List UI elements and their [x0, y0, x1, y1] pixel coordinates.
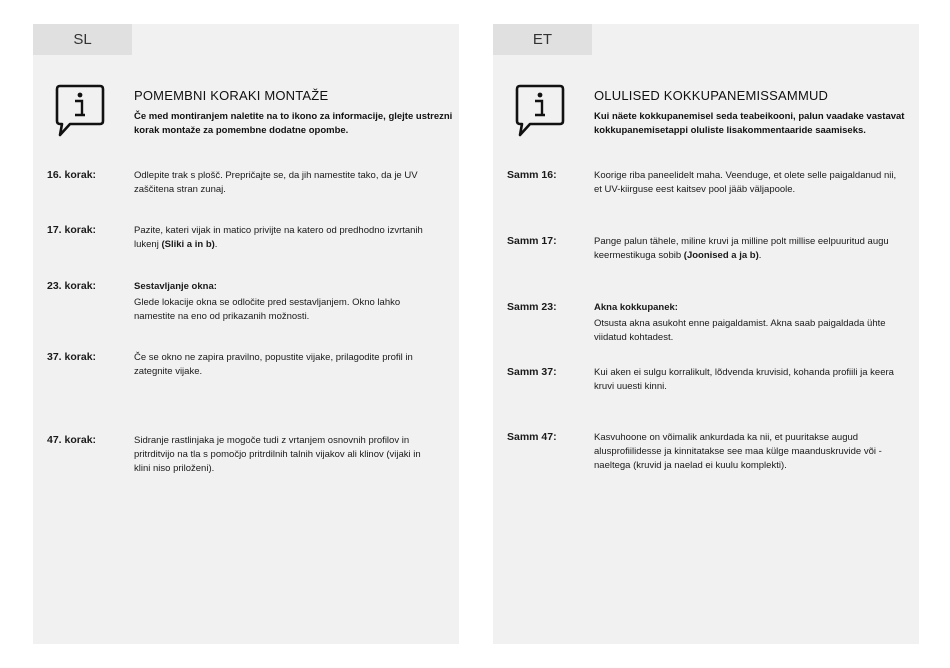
sl-page [33, 24, 459, 644]
step-text: Pange palun tähele, miline kruvi ja milline polt millise eelpuuritud augu keermestikuga sobib (Joonised a ja b). [594, 236, 889, 261]
step-label: 47. korak: [47, 434, 97, 446]
step-text: Kui aken ei sulgu korralikult, lõdvenda kruvisid, kohanda profiili ja keera kruvi uuesti kinni. [594, 367, 894, 392]
step-label: 23. korak: [47, 280, 97, 292]
info-speech-bubble-icon [54, 83, 106, 139]
step-label: Samm 17: [507, 235, 557, 247]
info-speech-bubble-icon [514, 83, 566, 139]
step-label: Samm 16: [507, 169, 557, 181]
step-label: 16. korak: [47, 169, 97, 181]
step-text: Kasvuhoone on võimalik ankurdada ka nii, et puuritakse augud alusprofiilidesse ja kinnitatakse see maa külge maanduskruvide või -naeltega (kruvid ja naelad ei kuulu komplekti). [594, 432, 882, 471]
step-label: 37. korak: [47, 351, 97, 363]
page-title: OLULISED KOKKUPANEMISSAMMUD [594, 88, 829, 103]
step-text: Če se okno ne zapira pravilno, popustite vijake, prilagodite profil in zategnite vijake. [134, 352, 413, 377]
language-tab-et: ET [493, 24, 592, 55]
step-label: Samm 47: [507, 431, 557, 443]
step-text: Odlepite trak s plošč. Prepričajte se, da jih namestite tako, da je UV zaščitena stran zunaj. [134, 170, 418, 195]
step-text: Pazite, kateri vijak in matico privijte na katero od predhodno izvrtanih lukenj (Sliki a in b). [134, 225, 423, 250]
language-tab-sl: SL [33, 24, 132, 55]
page-title: POMEMBNI KORAKI MONTAŽE [134, 88, 329, 103]
step-text: Akna kokkupanek: Otsusta akna asukoht enne paigaldamist. Akna saab paigaldada ühte viidatud kohtadest. [594, 301, 899, 345]
page-subtitle: Če med montiranjem naletite na to ikono za informacije, glejte ustrezni korak montaže za pomembne dodatne opombe. [134, 111, 453, 136]
step-label: Samm 23: [507, 301, 557, 313]
page-subtitle: Kui näete kokkupanemisel seda teabeikooni, palun vaadake vastavat kokkupanemisetappi oluliste lisakommentaaride saamiseks. [594, 111, 905, 136]
step-text: Sidranje rastlinjaka je mogoče tudi z vrtanjem osnovnih profilov in pritrditvijo na tla s pomočjo pritrdilnih talnih vijakov ali klinov (vijaki in klini niso priloženi). [134, 435, 421, 474]
step-label: Samm 37: [507, 366, 557, 378]
step-label: 17. korak: [47, 224, 97, 236]
step-text: Sestavljanje okna: Glede lokacije okna se odločite pred sestavljanjem. Okno lahko namestite na eno od prikazanih možnosti. [134, 280, 439, 324]
step-heading: Akna kokkupanek: [594, 302, 678, 313]
step-heading: Sestavljanje okna: [134, 281, 217, 292]
et-page [493, 24, 919, 644]
step-text: Koorige riba paneelidelt maha. Veenduge, et olete selle paigaldanud nii, et UV-kiirguse eest kaitsev pool jääb väljapoole. [594, 170, 897, 195]
